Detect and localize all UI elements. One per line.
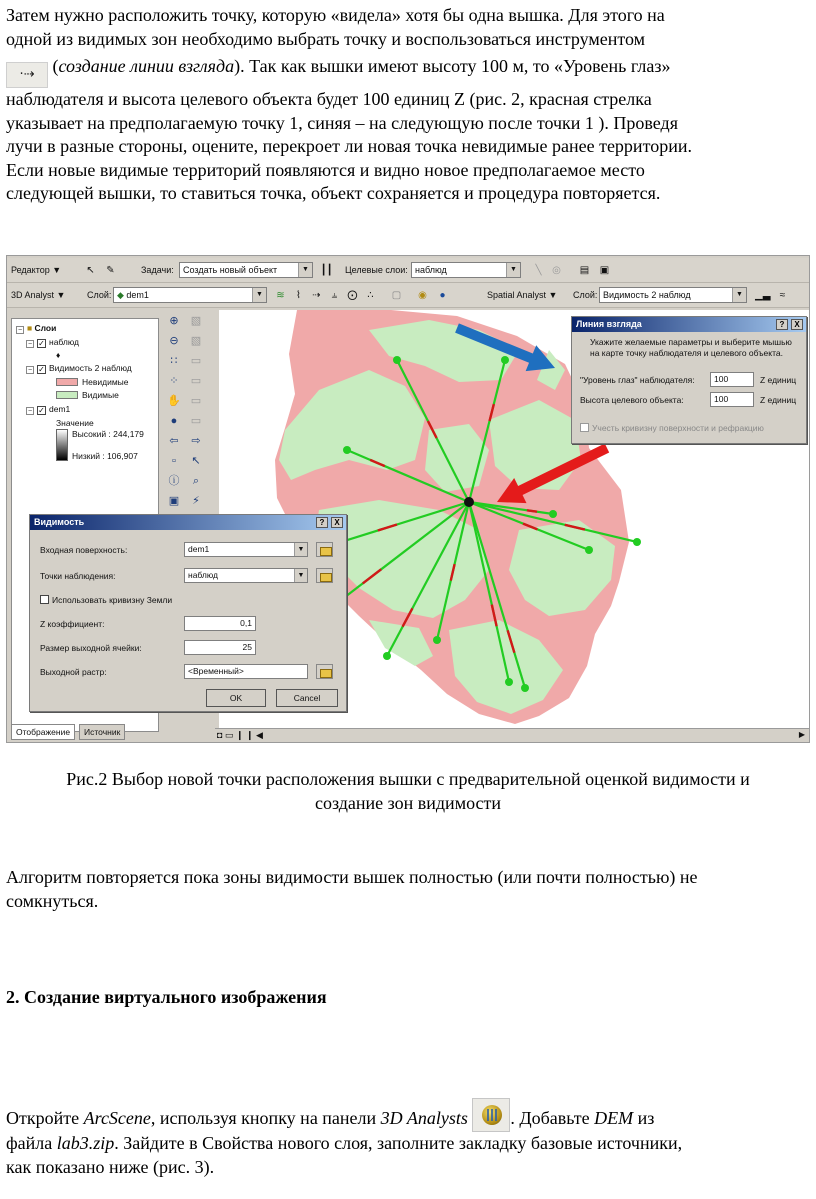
units-label: Z единиц: [760, 375, 797, 385]
output-raster-label: Выходной растр:: [40, 667, 107, 677]
pan-icon[interactable]: ✋: [167, 395, 181, 407]
hidden-segment: [527, 510, 537, 511]
target-point: [433, 636, 441, 644]
sketch-properties-icon[interactable]: ▣: [599, 265, 610, 276]
folder-icon[interactable]: [316, 542, 333, 557]
observer-point: [464, 497, 474, 507]
line-of-sight-icon: ·⇢: [6, 62, 48, 88]
layer2-label: Слой:: [573, 290, 598, 300]
zoom-in-icon[interactable]: ⊕: [169, 315, 179, 327]
cell-size-input[interactable]: 25: [184, 640, 256, 655]
analyst-toolbar: [7, 283, 810, 308]
eye-level-label: "Уровень глаз" наблюдателя:: [580, 375, 695, 385]
page-icon[interactable]: ▭: [190, 355, 202, 367]
text-line: как показано ниже (рис. 3).: [6, 1156, 215, 1177]
curvature-checkbox[interactable]: Учесть кривизну поверхности и рефракцию: [580, 423, 764, 433]
back-icon[interactable]: ⇦: [169, 435, 179, 447]
steepest-path-icon[interactable]: ⌇: [296, 290, 301, 301]
editor-toolbar: [7, 258, 810, 283]
section-heading: 2. Создание виртуального изображения: [6, 987, 327, 1007]
toc-value-label: Значение: [56, 418, 94, 428]
tools-toolbar: [163, 310, 215, 510]
histogram-icon[interactable]: ▁▃: [755, 290, 771, 301]
target-label: Целевые слои:: [345, 265, 408, 275]
page-pan-icon[interactable]: ▭: [190, 395, 202, 407]
toc-legend-visible: Видимые: [56, 390, 119, 400]
scroll-right-icon[interactable]: ▶: [798, 730, 805, 739]
pointer-icon[interactable]: ↖: [86, 265, 95, 276]
toc-legend-invisible: Невидимые: [56, 377, 129, 387]
text-fragment: ). Так как вышки имеют высоту 100 м, то «Уровень глаз»: [234, 56, 671, 76]
arcscene-icon: [472, 1098, 510, 1132]
spatial-analyst-menu[interactable]: Spatial Analyst ▼: [487, 290, 558, 300]
input-surface-select[interactable]: dem1 ▼: [184, 542, 308, 557]
text-line: следующей вышки, то ставиться точка, объект сохраняется и процедура повторяется.: [6, 183, 661, 203]
close-button[interactable]: X: [791, 319, 803, 330]
cancel-button[interactable]: Cancel: [276, 689, 338, 707]
3d-analyst-menu[interactable]: 3D Analyst ▼: [11, 290, 66, 300]
layer-label: Слой:: [87, 290, 112, 300]
eye-level-input[interactable]: 100: [710, 372, 754, 387]
point-symbol-icon: ♦: [56, 350, 61, 360]
arcscene-name: ArcScene: [83, 1108, 151, 1128]
target-point: [505, 678, 513, 686]
target-point: [549, 510, 557, 518]
line-of-sight-tool-icon[interactable]: ⇢: [312, 290, 321, 301]
pencil-icon[interactable]: ✎: [106, 265, 115, 276]
dialog-title: Линия взгляда: [572, 317, 806, 332]
caption-line: Рис.2 Выбор новой точки расположения вышки с предварительной оценкой видимости и: [66, 769, 750, 789]
attributes-icon[interactable]: ▤: [579, 265, 590, 276]
text-line: Откройте ArcScene, используя кнопку на панели 3D Analysts . Добавьте DEM из: [6, 1098, 810, 1132]
map-status-bar: [215, 728, 809, 742]
output-raster-input[interactable]: <Временный>: [184, 664, 308, 679]
instruction-line: на карте точку наблюдателя и целевого объекта.: [590, 348, 783, 358]
toc-layer-visibility[interactable]: − ✓ Видимость 2 наблюд: [27, 363, 132, 374]
target-point: [383, 652, 391, 660]
text-line: наблюдателя и высота целевого объекта будет 100 единиц Z (рис. 2, красная стрелка: [6, 89, 652, 109]
layout-view-icon[interactable]: ◘ ▭ ❙ ❙ ◀: [217, 730, 263, 740]
cell-size-label: Размер выходной ячейки:: [40, 643, 142, 653]
tab-source[interactable]: Источник: [79, 724, 125, 740]
text-line: Если новые видимые территорий появляются и видно новое предполагаемое место: [6, 159, 645, 180]
arcglobe-icon[interactable]: ●: [439, 290, 446, 301]
input-surface-label: Входная поверхность:: [40, 545, 128, 555]
forward-icon[interactable]: ⇨: [191, 435, 201, 447]
point-icon[interactable]: ∴: [367, 290, 374, 301]
text-line: сомкнуться.: [6, 890, 99, 911]
measure-icon[interactable]: ▣: [168, 495, 180, 507]
visibility-dialog: [29, 514, 347, 712]
target-height-input[interactable]: 100: [710, 392, 754, 407]
tab-display[interactable]: Отображение: [11, 724, 75, 740]
task-label: Задачи:: [141, 265, 174, 275]
task-select[interactable]: Создать новый объект ▼: [179, 262, 313, 278]
earth-curvature-checkbox[interactable]: Использовать кривизну Земли: [40, 595, 172, 605]
folder-icon[interactable]: [316, 664, 333, 679]
layer2-select[interactable]: Видимость 2 наблюд ▼: [599, 287, 747, 303]
contour-icon[interactable]: ≋: [276, 290, 285, 301]
paragraph-algorithm: [6, 866, 810, 913]
toc-layer-dem[interactable]: − ✓ dem1: [27, 404, 71, 415]
target-select[interactable]: наблюд ▼: [411, 262, 521, 278]
fixed-zoom-out-icon[interactable]: ▧: [190, 335, 202, 347]
sketch-icon[interactable]: ╲: [535, 265, 542, 276]
dialog-title: Видимость: [30, 515, 346, 530]
toc-root[interactable]: − ■ Слои: [17, 323, 57, 334]
target-point: [343, 446, 351, 454]
target-height-label: Высота целевого объекта:: [580, 395, 684, 405]
profile-icon[interactable]: ⫨: [331, 290, 338, 301]
text-line: Алгоритм повторяется пока зоны видимости вышек полностью (или почти полностью) не: [6, 867, 698, 887]
identify-icon[interactable]: ⓘ: [168, 475, 180, 487]
caption-line: создание зон видимости: [314, 792, 502, 813]
text-line: [6, 55, 810, 88]
toc-layer-nabl[interactable]: − ✓ наблюд: [27, 337, 80, 348]
z-factor-input[interactable]: 0,1: [184, 616, 256, 631]
target-point: [393, 356, 401, 364]
analysts-name: 3D Analysts: [380, 1108, 468, 1128]
text-line: лучи в разные стороны, оцените, перекроет ли новая точка невидимые ранее территории.: [6, 136, 692, 156]
toc-high-label: Высокий : 244,179: [72, 429, 144, 439]
help-button[interactable]: ?: [316, 517, 328, 528]
graph-icon[interactable]: ▢: [391, 290, 402, 301]
interpolate-icon[interactable]: ⨀: [347, 290, 358, 301]
fixed-in-icon[interactable]: ∷: [170, 355, 178, 367]
contour-tool-icon[interactable]: ≈: [779, 290, 786, 301]
target-point: [585, 546, 593, 554]
observer-points-label: Точки наблюдения:: [40, 571, 116, 581]
hyperlink-icon[interactable]: ⚡: [192, 495, 200, 507]
folder-icon[interactable]: [316, 568, 333, 583]
text-line: одной из видимых зон необходимо выбрать точку и воспользоваться инструментом: [6, 28, 646, 49]
paragraph-arcscene: [6, 1098, 810, 1179]
units-label: Z единиц: [760, 395, 797, 405]
figure-caption: [6, 768, 810, 815]
paragraph-intro: [6, 4, 810, 206]
select-elements-icon[interactable]: ↖: [191, 455, 201, 467]
rotate-icon[interactable]: ◎: [552, 265, 561, 276]
full-extent-icon[interactable]: ●: [170, 415, 178, 427]
tool-name: создание линии взгляда: [58, 56, 235, 76]
target-point: [633, 538, 641, 546]
close-button[interactable]: X: [331, 517, 343, 528]
zip-name: lab3.zip: [56, 1133, 115, 1153]
instruction-line: Укажите желаемые параметры и выберите мышью: [590, 337, 792, 347]
text-line: указывает на предполагаемую точку 1, синяя – на следующую после точки 1 ). Проведя: [6, 112, 678, 133]
find-icon[interactable]: ⌕: [192, 475, 200, 487]
arcmap-screenshot: [6, 255, 810, 743]
target-point: [501, 356, 509, 364]
target-point: [521, 684, 529, 692]
text-line: файла lab3.zip. Зайдите в Свойства нового слоя, заполните закладку базовые источники,: [6, 1133, 683, 1153]
select-features-icon[interactable]: ▫: [172, 455, 176, 467]
text-line: Затем нужно расположить точку, которую «видела» хотя бы одна вышка. Для этого на: [6, 5, 665, 25]
page-out-icon[interactable]: ▭: [190, 375, 202, 387]
help-button[interactable]: ?: [776, 319, 788, 330]
split-icon[interactable]: ┃┃: [320, 265, 333, 276]
dem-name: DEM: [594, 1108, 634, 1128]
zoom-whole-page-icon[interactable]: ▭: [190, 415, 202, 427]
z-factor-label: Z коэффициент:: [40, 619, 105, 629]
arcscene-icon[interactable]: ◉: [418, 290, 427, 301]
line-of-sight-dialog: [571, 316, 807, 444]
fixed-out-icon[interactable]: ⁘: [169, 375, 179, 387]
elevation-ramp: [56, 429, 68, 461]
layer-select[interactable]: ◆ dem1 ▼: [113, 287, 267, 303]
ok-button[interactable]: OK: [206, 689, 266, 707]
fixed-zoom-in-icon[interactable]: ▧: [190, 315, 202, 327]
observer-points-select[interactable]: наблюд ▼: [184, 568, 308, 583]
editor-menu[interactable]: Редактор ▼: [11, 265, 62, 275]
zoom-out-icon[interactable]: ⊖: [169, 335, 179, 347]
toc-low-label: Низкий : 106,907: [72, 451, 138, 461]
text-fragment: (: [52, 56, 59, 76]
